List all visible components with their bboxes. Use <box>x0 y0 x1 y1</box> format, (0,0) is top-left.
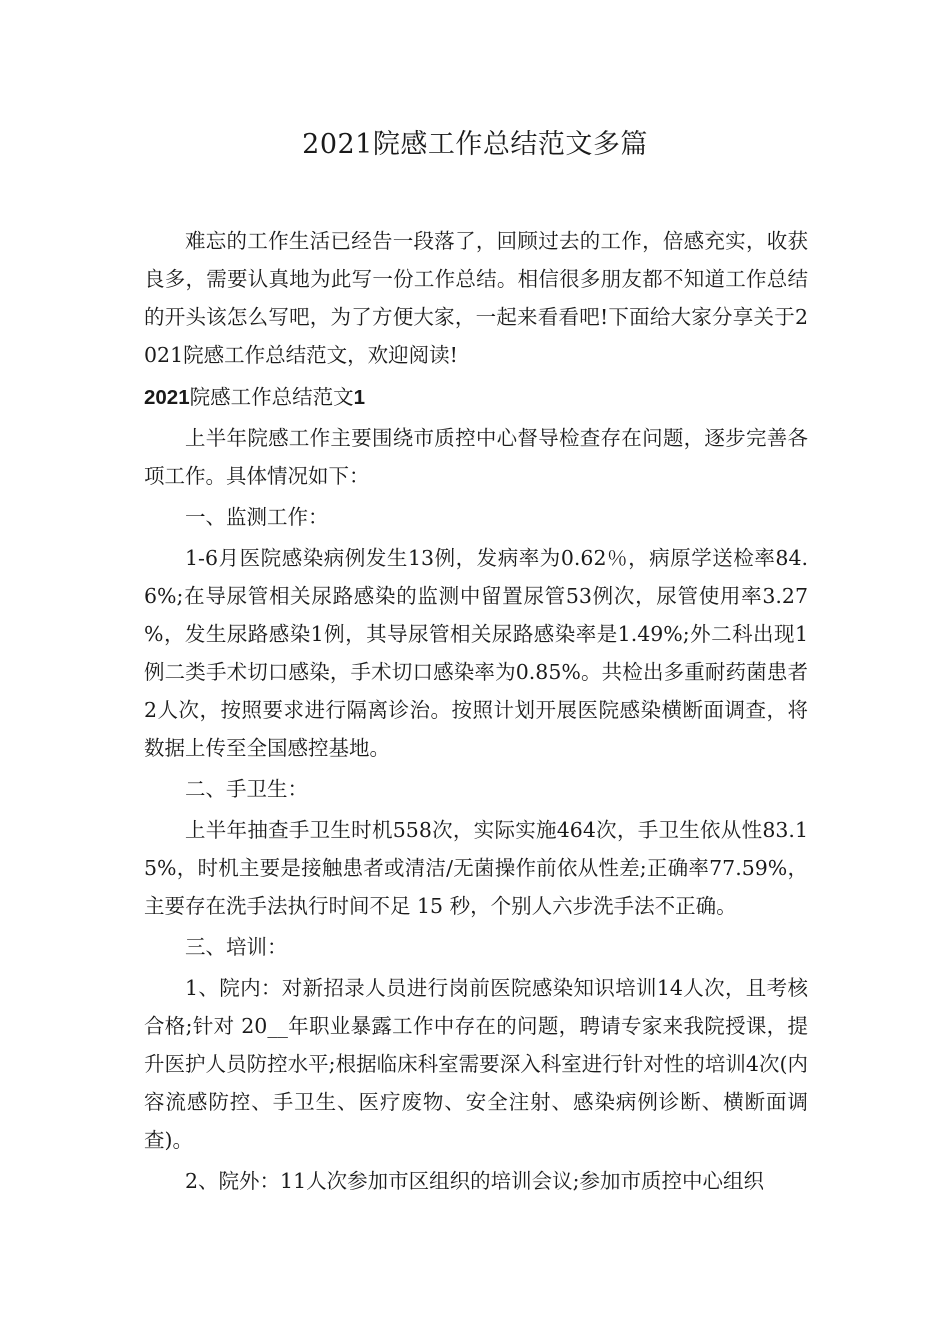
intro-paragraph: 难忘的工作生活已经告一段落了，回顾过去的工作，倍感充实，收获良多，需要认真地为此写一份工作总结。相信很多朋友都不知道工作总结的开头该怎么写吧，为了方便大家，一起来看看吧!下面给大家分享关于2021院感工作总结范文，欢迎阅读! <box>144 229 808 367</box>
monitoring-paragraph: 1-6月医院感染病例发生13例，发病率为0.62％，病原学送检率84.6%;在导尿管相关尿路感染的监测中留置尿管53例次，尿管使用率3.27 %，发生尿路感染1例，其导尿管相关尿路感染率是1.49%;外二科出现1例二类手术切口感染，手术切口感染率为0.85%。共检出多重耐药菌患者2人次，按照要求进行隔离诊治。按照计划开展医院感染横断面调查，将数据上传至全国感控基地。 <box>144 546 808 760</box>
section-heading-number: 1 <box>353 386 366 409</box>
overview-paragraph: 上半年院感工作主要围绕市质控中心督导检查存在问题，逐步完善各项工作。具体情况如下： <box>144 426 808 488</box>
document-title: 2021院感工作总结范文多篇 <box>302 129 648 160</box>
hand-hygiene-paragraph: 上半年抽查手卫生时机558次，实际实施464次，手卫生依从性83.15%，时机主要是接触患者或清洁/无菌操作前依从性差;正确率77.59%，主要存在洗手法执行时间不足 15 秒，个别人六步洗手法不正确。 <box>144 818 808 918</box>
document-body <box>144 222 808 1200</box>
subheading-training: 三、培训： <box>185 935 288 959</box>
training-internal-paragraph: 1、院内：对新招录人员进行岗前医院感染知识培训14人次，且考核合格;针对 20__年职业暴露工作中存在的问题，聘请专家来我院授课，提升医护人员防控水平;根据临床科室需要深入科室进行针对性的培训4次(内容流感防控、手卫生、医疗废物、安全注射、感染病例诊断、横断面调查)。 <box>144 976 808 1152</box>
training-external-paragraph: 2、院外：11人次参加市区组织的培训会议;参加市质控中心组织 <box>185 1169 765 1193</box>
section-heading-text: 院感工作总结范文 <box>189 385 354 409</box>
section-heading <box>144 378 808 417</box>
subheading-hand-hygiene: 二、手卫生： <box>185 777 308 801</box>
section-heading-year: 2021 <box>144 386 190 409</box>
subheading-monitoring: 一、监测工作： <box>185 505 329 529</box>
